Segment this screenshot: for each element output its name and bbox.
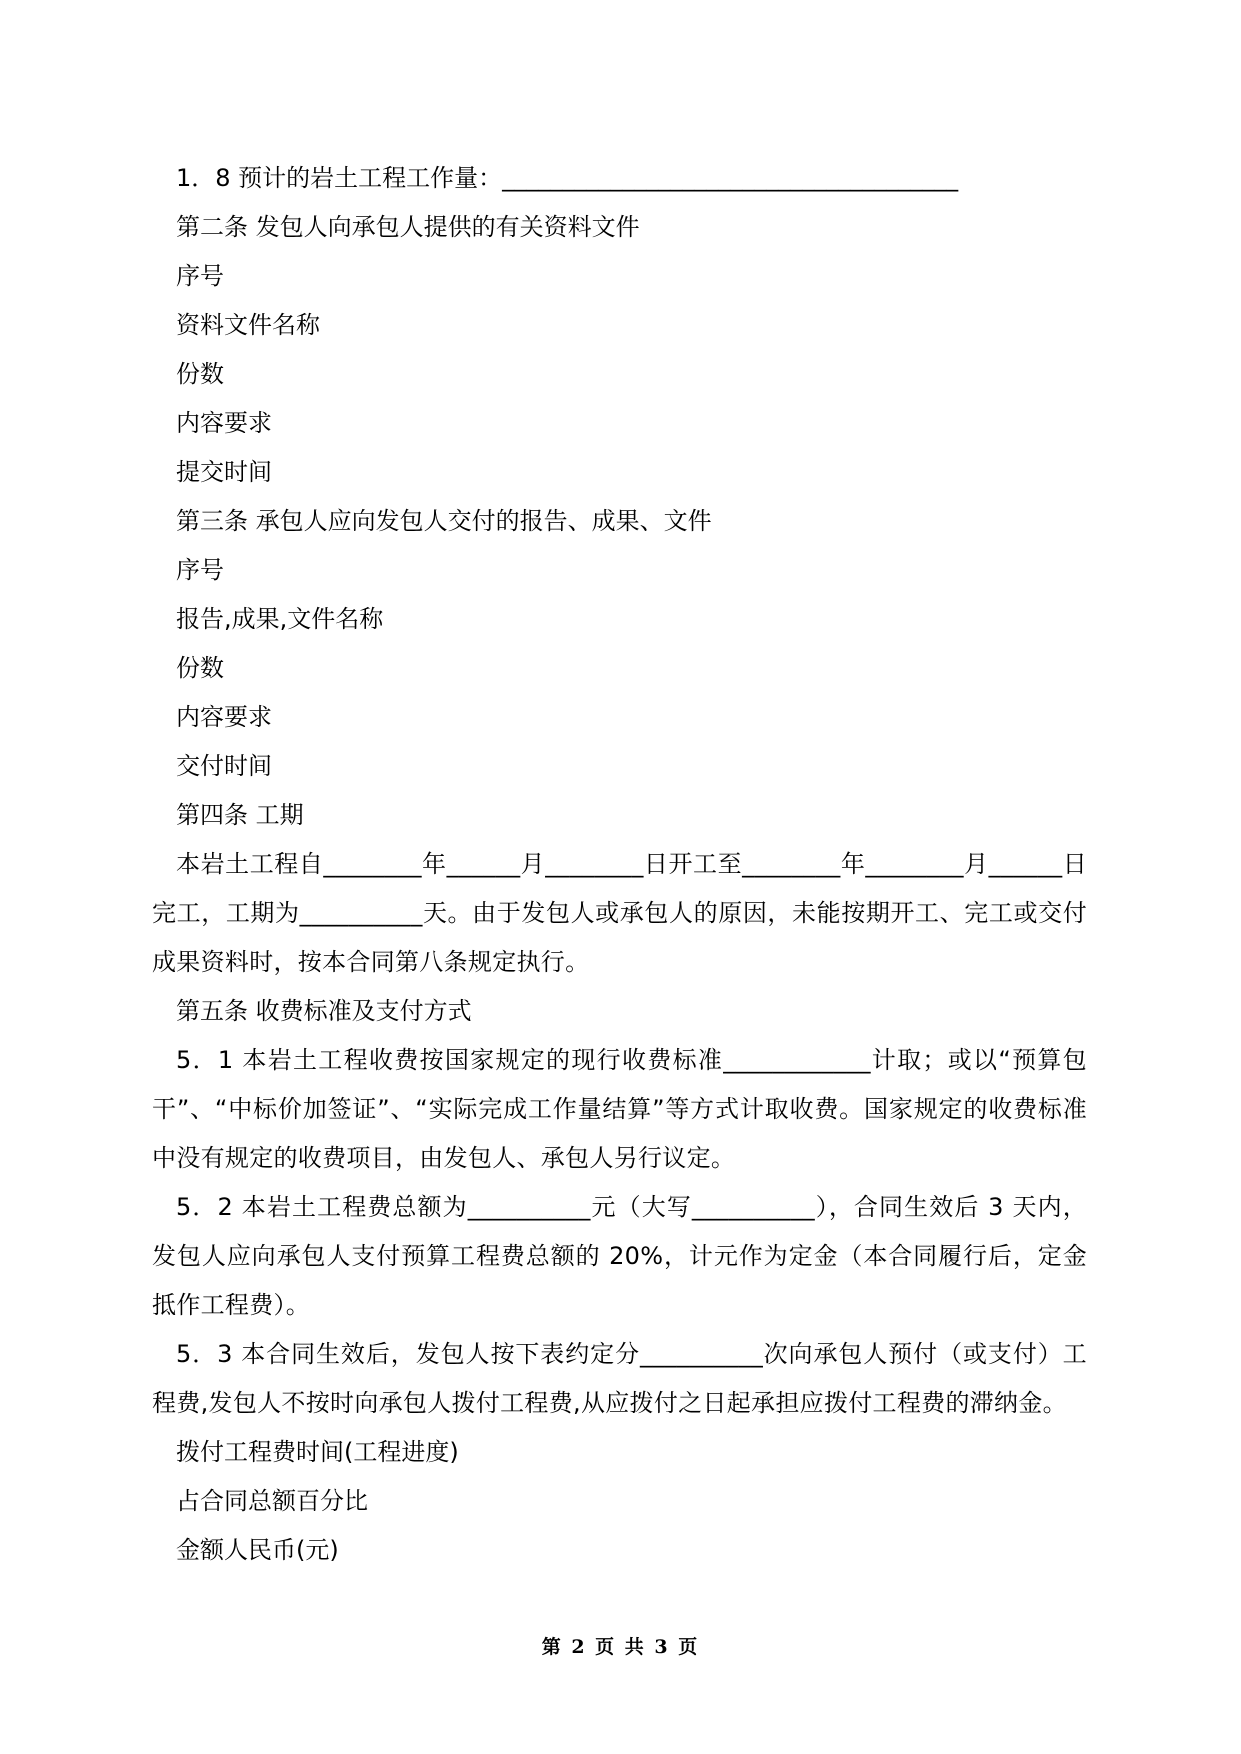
table-label-document-name: 资料文件名称 [176, 311, 320, 339]
article-5-heading: 第五条 收费标准及支付方式 [176, 997, 472, 1025]
page-footer: 第 2 页 共 3 页 [541, 1636, 700, 1658]
table-label-amount-rmb: 金额人民币(元) [176, 1536, 339, 1564]
article-2-heading: 第二条 发包人向承包人提供的有关资料文件 [176, 213, 640, 241]
schedule-paragraph: 本岩土工程自________年______月________日开工至________年________月______日完工，工期为__________天。由于发包人或承包人的原因，未能按期开工、完工或交付成果资料时，按本合同第八条规定执行。 [152, 850, 1087, 976]
clause-5-2-paragraph: 5．2 本岩土工程费总额为__________元（大写__________），合同生效后 3 天内，发包人应向承包人支付预算工程费总额的 20%，计元作为定金（本合同履行后，定金抵作工程费）。 [152, 1193, 1087, 1319]
workload-line: 1．8 预计的岩土工程工作量：______________________________________ [176, 164, 959, 192]
document-body [152, 154, 1087, 1575]
table-label-payment-time: 拨付工程费时间(工程进度) [176, 1438, 459, 1466]
table-label-serial-no-2: 序号 [176, 556, 224, 584]
article-3-heading: 第三条 承包人应向发包人交付的报告、成果、文件 [176, 507, 712, 535]
table-label-serial-no: 序号 [176, 262, 224, 290]
table-label-content-requirements-2: 内容要求 [176, 703, 272, 731]
table-label-percentage: 占合同总额百分比 [176, 1487, 368, 1515]
table-label-delivery-time: 交付时间 [176, 752, 272, 780]
article-4-heading: 第四条 工期 [176, 801, 304, 829]
table-label-report-name: 报告,成果,文件名称 [176, 605, 384, 633]
table-label-copies: 份数 [176, 360, 224, 388]
clause-5-1-paragraph: 5．1 本岩土工程收费按国家规定的现行收费标准____________计取；或以“预算包干”、“中标价加签证”、“实际完成工作量结算”等方式计取收费。国家规定的收费标准中没有规定的收费项目，由发包人、承包人另行议定。 [152, 1046, 1087, 1172]
table-label-content-requirements: 内容要求 [176, 409, 272, 437]
clause-5-3-paragraph: 5．3 本合同生效后，发包人按下表约定分__________次向承包人预付（或支付）工程费,发包人不按时向承包人拨付工程费,从应拨付之日起承担应拨付工程费的滞纳金。 [152, 1340, 1087, 1417]
table-label-submit-time: 提交时间 [176, 458, 272, 486]
table-label-copies-2: 份数 [176, 654, 224, 682]
